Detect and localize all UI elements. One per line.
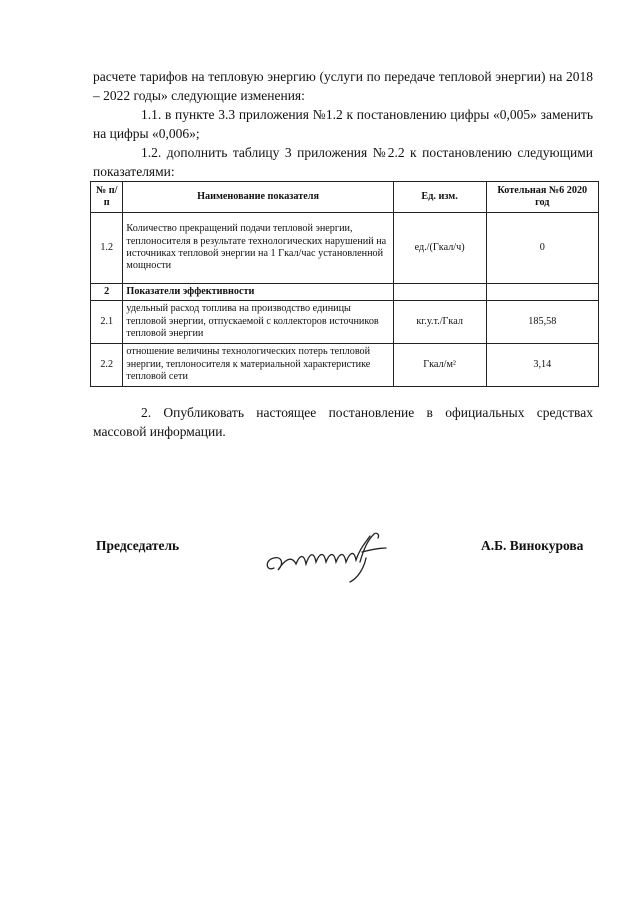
- paragraph-2: 2. Опубликовать настоящее постановление в официальных средствах массовой информации.: [93, 405, 593, 439]
- paragraph-intro: расчете тарифов на тепловую энергию (услуги по передаче тепловой энергии) на 2018 – 2022 годы» следующие изменения:: [93, 69, 593, 103]
- header-name: Наименование показателя: [123, 182, 393, 213]
- row-value: 0: [486, 213, 598, 284]
- header-unit: Ед. изм.: [393, 182, 486, 213]
- row-name: отношение величины технологических потерь тепловой энергии, теплоносителя к материальной характеристике тепловой сети: [123, 344, 393, 387]
- row-unit: ед./(Гкал/ч): [393, 213, 486, 284]
- row-num: 2.2: [91, 344, 123, 387]
- signatory-name: А.Б. Винокурова: [481, 538, 584, 553]
- paragraph-1-2: 1.2. дополнить таблицу 3 приложения №2.2 к постановлению следующими показателями:: [93, 145, 593, 179]
- row-name: Количество прекращений подачи тепловой энергии, теплоносителя в результате технологических нарушений на источниках тепловой энергии на 1 Гкал/час установленной мощности: [123, 213, 393, 284]
- row-num: 2.1: [91, 301, 123, 344]
- table-row: [91, 284, 599, 301]
- signatory-title: Председатель: [96, 538, 180, 553]
- handwritten-signature: [262, 528, 392, 586]
- table-row: [91, 301, 599, 344]
- table-row: [91, 213, 599, 284]
- row-value: 185,58: [486, 301, 598, 344]
- row-name: удельный расход топлива на производство единицы тепловой энергии, отпускаемой с коллекторов источников тепловой энергии: [123, 301, 393, 344]
- row-name: Показатели эффективности: [123, 284, 393, 301]
- row-num: 2: [91, 284, 123, 301]
- row-value: 3,14: [486, 344, 598, 387]
- row-num: 1.2: [91, 213, 123, 284]
- table-row: [91, 344, 599, 387]
- header-num: № п/п: [91, 182, 123, 213]
- row-unit: Гкал/м²: [393, 344, 486, 387]
- row-unit: кг.у.т./Гкал: [393, 301, 486, 344]
- row-value: [486, 284, 598, 301]
- table-header-row: [91, 182, 599, 213]
- indicators-table: [90, 181, 599, 387]
- paragraph-1-1: 1.1. в пункте 3.3 приложения №1.2 к постановлению цифры «0,005» заменить на цифры «0,006»;: [93, 107, 593, 141]
- header-value: Котельная №6 2020 год: [486, 182, 598, 213]
- row-unit: [393, 284, 486, 301]
